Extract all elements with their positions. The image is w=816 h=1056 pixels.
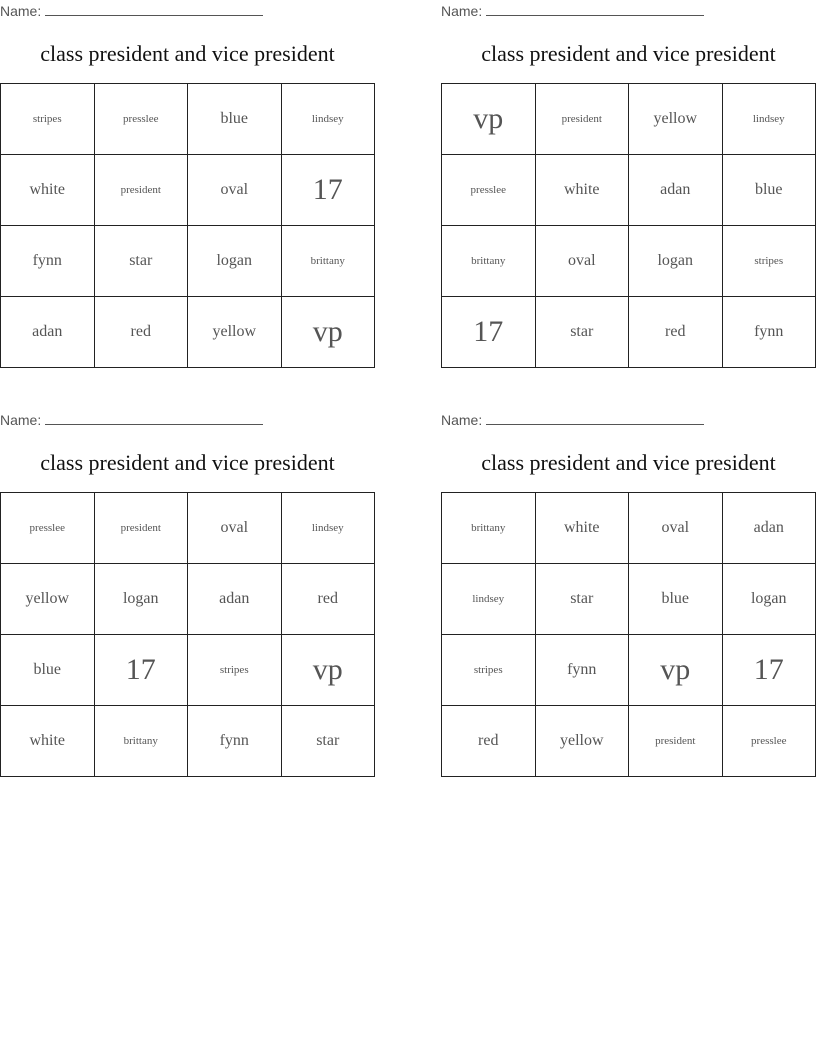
grid-cell: president — [94, 493, 188, 564]
name-blank-line[interactable] — [486, 412, 704, 425]
grid-cell: oval — [188, 155, 282, 226]
card-title: class president and vice president — [481, 41, 776, 66]
grid-row — [1, 564, 375, 635]
grid-cell: 17 — [281, 155, 375, 226]
grid-cell: blue — [629, 564, 723, 635]
grid-cell: yellow — [535, 706, 629, 777]
grid-cell: president — [94, 155, 188, 226]
grid-cell: 17 — [722, 635, 816, 706]
grid-cell: white — [535, 493, 629, 564]
grid-row — [1, 635, 375, 706]
card-title: class president and vice president — [40, 450, 335, 475]
grid-cell: brittany — [281, 226, 375, 297]
grid-cell: fynn — [722, 297, 816, 368]
bingo-card-1 — [0, 0, 375, 360]
grid-row — [442, 84, 816, 155]
grid-cell: lindsey — [442, 564, 536, 635]
grid-row — [442, 226, 816, 297]
grid-cell: brittany — [442, 226, 536, 297]
grid-row — [442, 155, 816, 226]
grid-cell: adan — [629, 155, 723, 226]
bingo-grid — [0, 492, 375, 777]
grid-cell: adan — [722, 493, 816, 564]
grid-cell: lindsey — [722, 84, 816, 155]
grid-cell: logan — [94, 564, 188, 635]
grid-row — [442, 564, 816, 635]
grid-cell: fynn — [1, 226, 95, 297]
grid-cell: vp — [281, 297, 375, 368]
card-title: class president and vice president — [481, 450, 776, 475]
bingo-card-4 — [441, 409, 816, 769]
grid-row — [442, 297, 816, 368]
grid-cell: fynn — [188, 706, 282, 777]
grid-cell: vp — [281, 635, 375, 706]
grid-cell: brittany — [442, 493, 536, 564]
name-blank-line[interactable] — [486, 3, 704, 16]
name-field[interactable] — [0, 411, 263, 429]
name-field[interactable] — [441, 2, 704, 20]
name-label: Name: — [0, 412, 42, 428]
grid-row — [1, 84, 375, 155]
grid-cell: adan — [1, 297, 95, 368]
bingo-grid — [441, 83, 816, 368]
bingo-grid — [0, 83, 375, 368]
grid-row — [442, 493, 816, 564]
grid-cell: stripes — [442, 635, 536, 706]
grid-cell: red — [629, 297, 723, 368]
bingo-grid — [441, 492, 816, 777]
grid-cell: logan — [629, 226, 723, 297]
grid-cell: oval — [535, 226, 629, 297]
grid-cell: stripes — [1, 84, 95, 155]
grid-cell: white — [1, 155, 95, 226]
grid-cell: star — [535, 564, 629, 635]
bingo-card-3 — [0, 409, 375, 769]
grid-cell: stripes — [188, 635, 282, 706]
name-blank-line[interactable] — [45, 3, 263, 16]
name-blank-line[interactable] — [45, 412, 263, 425]
grid-cell: star — [281, 706, 375, 777]
card-title: class president and vice president — [40, 41, 335, 66]
bingo-card-2 — [441, 0, 816, 360]
grid-cell: vp — [629, 635, 723, 706]
grid-cell: red — [281, 564, 375, 635]
name-label: Name: — [0, 3, 42, 19]
grid-cell: star — [94, 226, 188, 297]
grid-cell: blue — [1, 635, 95, 706]
grid-cell: blue — [722, 155, 816, 226]
grid-row — [1, 493, 375, 564]
grid-cell: white — [535, 155, 629, 226]
grid-cell: president — [629, 706, 723, 777]
grid-cell: yellow — [188, 297, 282, 368]
grid-cell: white — [1, 706, 95, 777]
grid-cell: 17 — [94, 635, 188, 706]
grid-row — [1, 706, 375, 777]
grid-cell: star — [535, 297, 629, 368]
grid-cell: adan — [188, 564, 282, 635]
grid-cell: brittany — [94, 706, 188, 777]
grid-cell: yellow — [1, 564, 95, 635]
grid-cell: lindsey — [281, 84, 375, 155]
grid-row — [1, 226, 375, 297]
grid-cell: blue — [188, 84, 282, 155]
grid-cell: logan — [722, 564, 816, 635]
grid-cell: vp — [442, 84, 536, 155]
grid-row — [1, 297, 375, 368]
grid-cell: presslee — [94, 84, 188, 155]
name-label: Name: — [441, 3, 483, 19]
grid-cell: president — [535, 84, 629, 155]
grid-row — [1, 155, 375, 226]
grid-cell: presslee — [722, 706, 816, 777]
grid-cell: 17 — [442, 297, 536, 368]
grid-cell: yellow — [629, 84, 723, 155]
name-label: Name: — [441, 412, 483, 428]
grid-cell: red — [94, 297, 188, 368]
grid-cell: lindsey — [281, 493, 375, 564]
grid-cell: oval — [629, 493, 723, 564]
grid-cell: fynn — [535, 635, 629, 706]
grid-cell: red — [442, 706, 536, 777]
grid-row — [442, 635, 816, 706]
name-field[interactable] — [441, 411, 704, 429]
grid-cell: presslee — [442, 155, 536, 226]
grid-cell: presslee — [1, 493, 95, 564]
grid-cell: oval — [188, 493, 282, 564]
grid-cell: logan — [188, 226, 282, 297]
name-field[interactable] — [0, 2, 263, 20]
grid-cell: stripes — [722, 226, 816, 297]
grid-row — [442, 706, 816, 777]
